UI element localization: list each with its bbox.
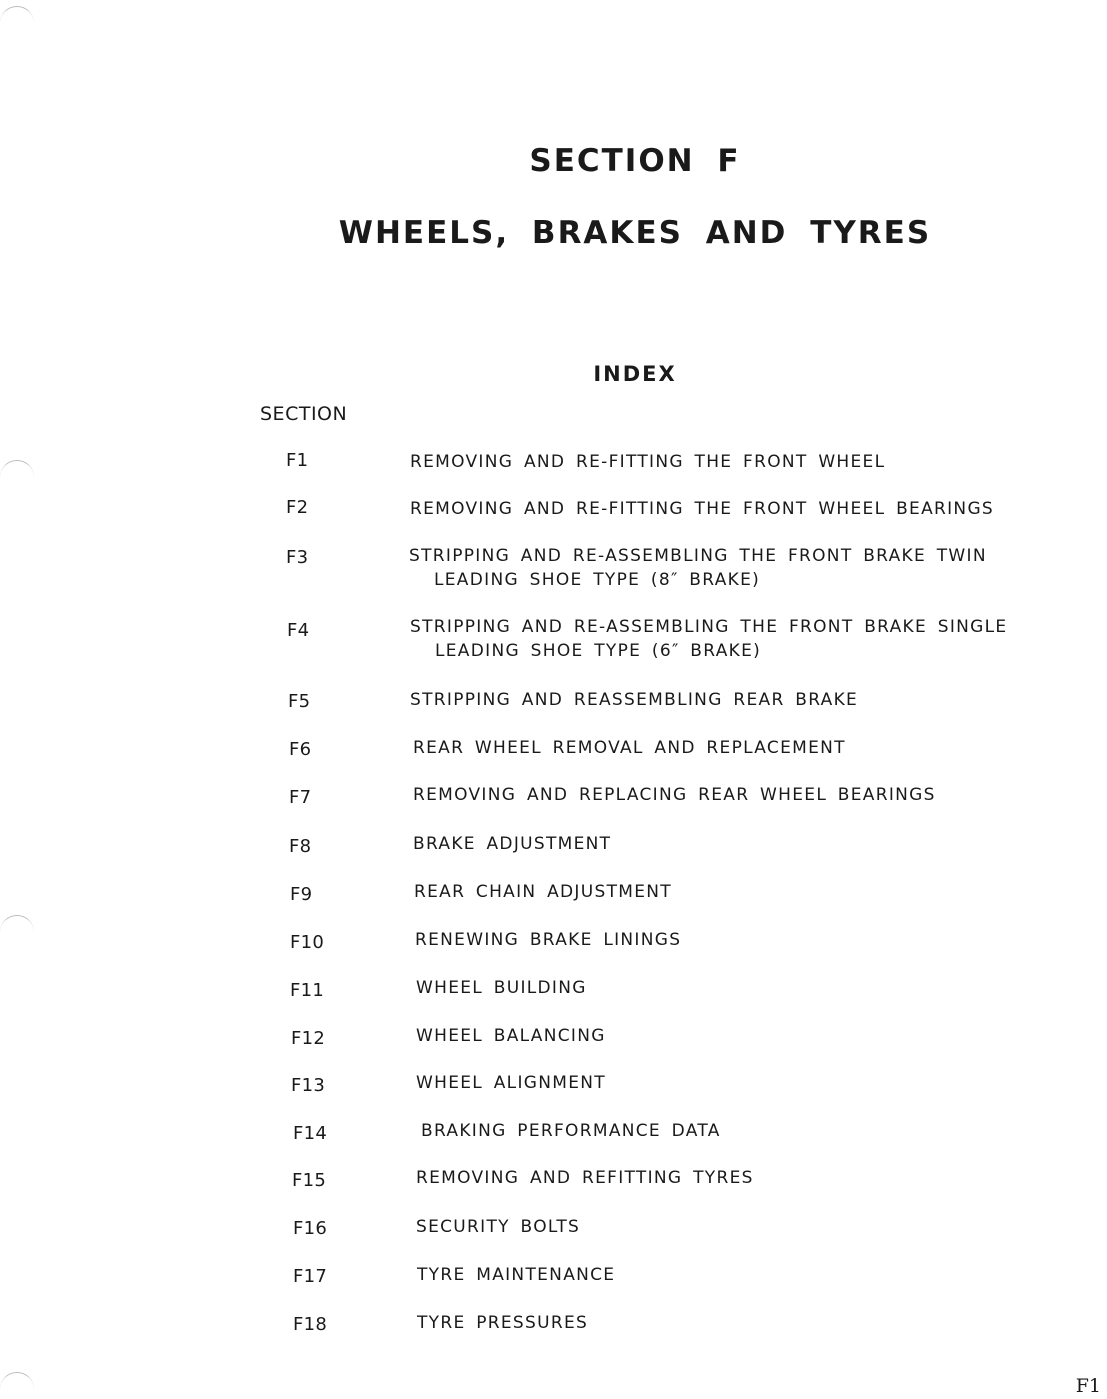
entry-title-line: REMOVING AND RE-FITTING THE FRONT WHEEL [410,452,886,472]
scan-margin-mark [0,915,34,934]
entry-title-line: SECURITY BOLTS [416,1217,581,1237]
entry-title-line: WHEEL BUILDING [416,978,587,998]
entry-title [410,688,858,712]
entry-title-continuation: LEADING SHOE TYPE (6″ BRAKE) [435,641,762,661]
entry-title-line: REMOVING AND REFITTING TYRES [416,1168,754,1188]
entry-title [416,1215,580,1239]
entry-title-line: REAR CHAIN ADJUSTMENT [414,882,672,902]
entry-code: F14 [293,1123,328,1144]
page-number: F1 [1075,1375,1101,1397]
entry-title [413,832,611,856]
entry-code: F5 [288,691,311,712]
entry-title [417,1263,615,1287]
entry-title-line: BRAKING PERFORMANCE DATA [421,1121,721,1141]
entry-title [415,928,681,952]
entry-code: F15 [292,1170,327,1191]
entry-title [410,450,885,474]
entry-code: F2 [286,497,309,518]
entry-title [410,615,1007,663]
entry-title-line: BRAKE ADJUSTMENT [413,834,612,854]
entry-title-line: REMOVING AND RE-FITTING THE FRONT WHEEL BEARINGS [410,499,995,519]
entry-code: F12 [291,1028,326,1049]
entry-title [409,544,987,592]
entry-title-line: STRIPPING AND RE-ASSEMBLING THE FRONT BRAKE SINGLE [410,617,1008,637]
entry-title [413,736,846,760]
entry-code: F18 [293,1314,328,1335]
entry-code: F3 [286,547,309,568]
scan-margin-mark [0,1372,34,1391]
entry-code: F1 [286,450,309,471]
entry-title-line: TYRE MAINTENANCE [417,1265,616,1285]
entry-code: F8 [289,836,312,857]
entry-title [416,1166,754,1190]
entry-title-line: STRIPPING AND RE-ASSEMBLING THE FRONT BRAKE TWIN [409,546,987,566]
entry-title-line: STRIPPING AND REASSEMBLING REAR BRAKE [410,690,859,710]
entry-code: F10 [290,932,325,953]
entry-code: F9 [290,884,313,905]
index-heading: INDEX [593,362,677,386]
section-column-label: SECTION [260,403,348,425]
entry-code: F17 [293,1266,328,1287]
entry-title-line: TYRE PRESSURES [417,1313,589,1333]
entry-title [414,880,672,904]
entry-code: F16 [293,1218,328,1239]
scan-margin-mark [0,460,34,479]
entry-title-line: WHEEL BALANCING [416,1026,606,1046]
entry-title-line: RENEWING BRAKE LININGS [415,930,682,950]
entry-title [416,1071,606,1095]
entry-title [410,497,994,521]
entry-code: F13 [291,1075,326,1096]
entry-code: F11 [290,980,325,1001]
entry-code: F4 [287,620,310,641]
entry-title-line: REAR WHEEL REMOVAL AND REPLACEMENT [413,738,846,758]
entry-title [421,1119,721,1143]
entry-title-line: REMOVING AND REPLACING REAR WHEEL BEARINGS [413,785,936,805]
entry-code: F6 [289,739,312,760]
entry-title-continuation: LEADING SHOE TYPE (8″ BRAKE) [434,570,761,590]
entry-title-line: WHEEL ALIGNMENT [416,1073,606,1093]
entry-title [413,783,936,807]
entry-title [416,1024,606,1048]
entry-title [417,1311,588,1335]
entry-code: F7 [289,787,312,808]
section-subtitle: WHEELS, BRAKES AND TYRES [338,215,932,251]
entry-title [416,976,587,1000]
scan-margin-mark [0,6,34,25]
section-title: SECTION F [529,143,741,179]
